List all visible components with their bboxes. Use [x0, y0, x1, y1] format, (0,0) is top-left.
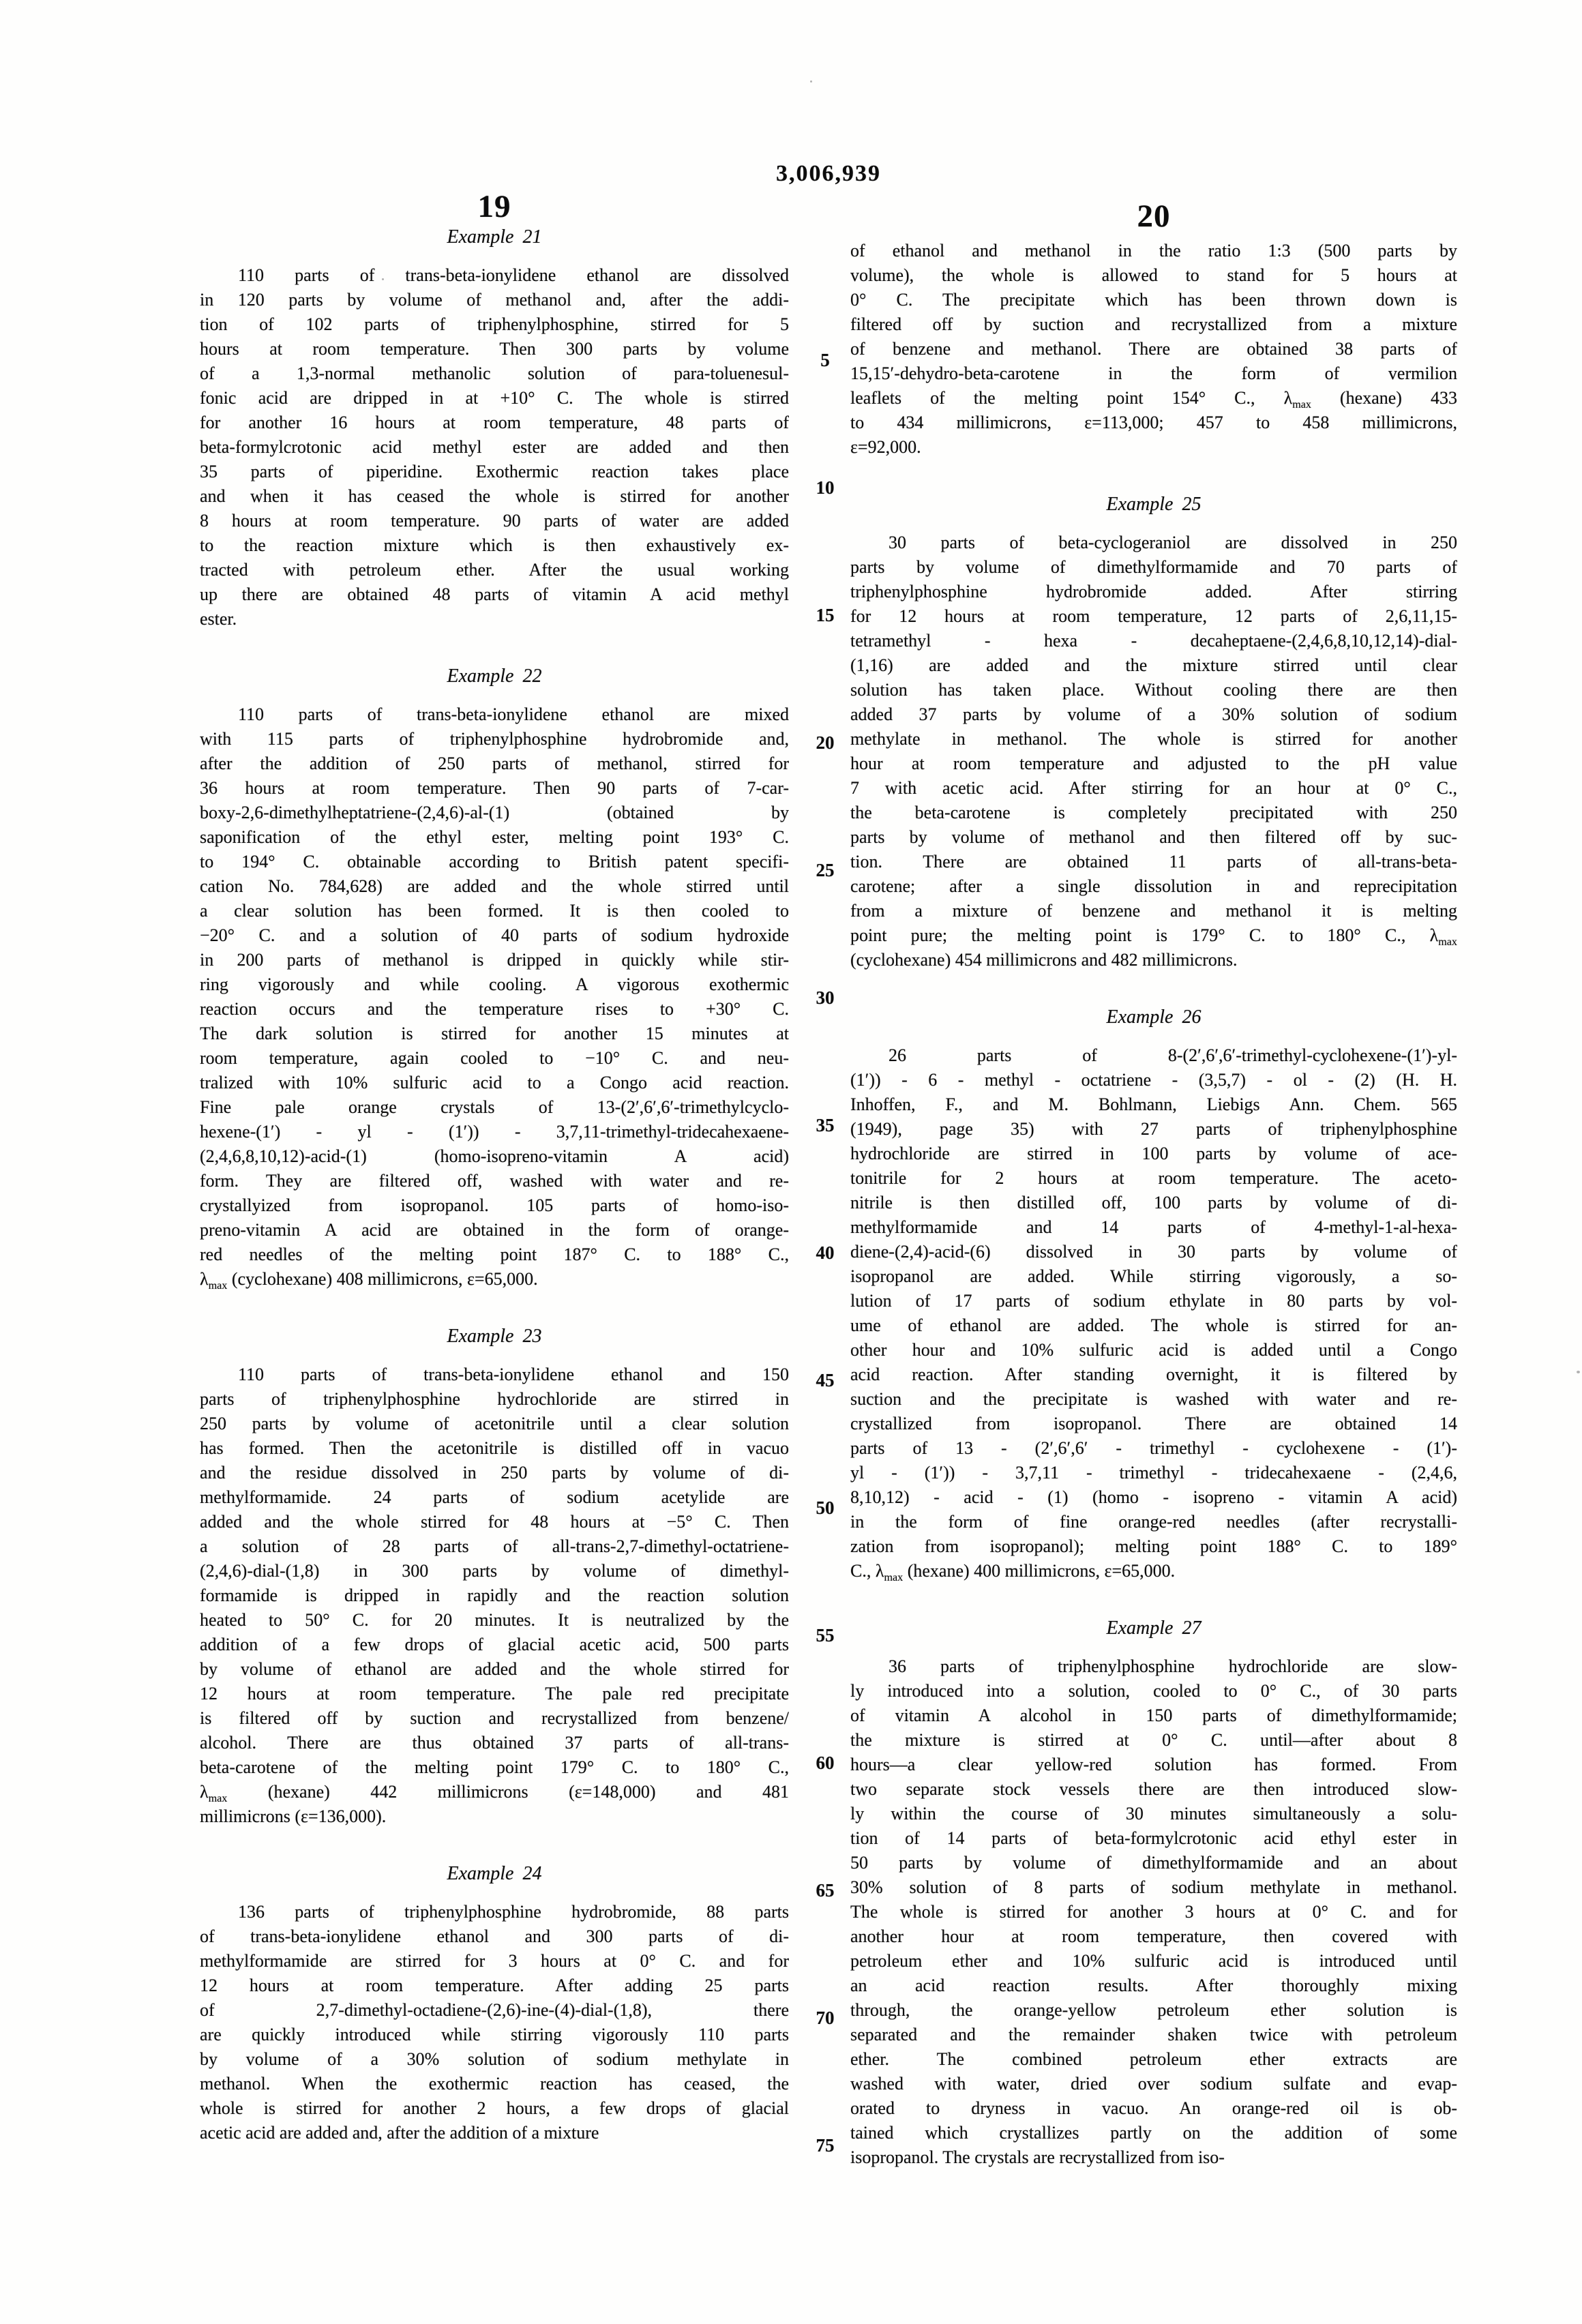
section-example-27: [850, 1616, 1457, 2170]
text-line: The whole is stirred for another 3 hours at 0° C. and for: [850, 1902, 1457, 1922]
example-27-heading: Example 27: [1106, 1618, 1202, 1639]
text-line: 12 hours at room temperature. The pale red precipitate: [200, 1684, 789, 1703]
text-line: tracted with petroleum ether. After the usual working: [200, 560, 789, 580]
text-line: of 2,7-dimethyl-octadiene-(2,6)-ine-(4)-dial-(1,8), there: [200, 2000, 789, 2020]
text-line: by volume of a 30% solution of sodium methylate in: [200, 2049, 789, 2069]
column-right: [850, 239, 1457, 2170]
example-21-heading: Example 21: [447, 226, 542, 248]
section-example-23: [200, 1324, 789, 1829]
text-line: washed with water, dried over sodium sulfate and evap-: [850, 2074, 1457, 2094]
text-line: methylate in methanol. The whole is stirred for another: [850, 729, 1457, 749]
text-line: ly introduced into a solution, cooled to 0° C., of 30 parts: [850, 1681, 1457, 1701]
text-line: in 120 parts by volume of methanol and, after the addi-: [200, 290, 789, 310]
patent-number: 3,006,939: [776, 161, 881, 186]
text-line: filtered off by suction and recrystallized from a mixture: [850, 314, 1457, 334]
gutter-line-number-45: 45: [816, 1370, 835, 1390]
text-line: parts by volume of methanol and then filtered off by suc-: [850, 827, 1457, 847]
section-example-21: [200, 225, 789, 631]
text-line: preno-vitamin A acid are obtained in the form of orange-: [200, 1220, 789, 1240]
text-line: leaflets of the melting point 154° C., $\lambda_{max}$ (hexane) 433: [850, 388, 1457, 411]
example-22-body: [200, 702, 789, 1292]
text-line: of benzene and methanol. There are obtained 38 parts of: [850, 339, 1457, 359]
text-line: 110 parts of trans-beta-ionylidene ethanol are mixed: [238, 704, 789, 724]
text-line: 8,10,12) - acid - (1) (homo - isopreno - vitamin A acid): [850, 1487, 1457, 1507]
text-line: ester.: [200, 609, 237, 629]
example-27-body: [850, 1654, 1457, 2170]
text-line: parts by volume of dimethylformamide and 70 parts of: [850, 557, 1457, 577]
text-line: a clear solution has been formed. It is then cooled to: [200, 901, 789, 921]
text-line: point pure; the melting point is 179° C. to 180° C., $\lambda_{max}$: [850, 925, 1457, 948]
text-line: ring vigorously and while cooling. A vigorous exothermic: [200, 974, 789, 994]
text-line: to 434 millimicrons, ε=113,000; 457 to 458 millimicrons,: [850, 413, 1457, 432]
text-line: 50 parts by volume of dimethylformamide and an about: [850, 1853, 1457, 1873]
text-line: 26 parts of 8-(2′,6′,6′-trimethyl-cyclohexene-(1′)-yl-: [889, 1045, 1457, 1065]
section-example-24: [200, 1862, 789, 2145]
example-24-heading: Example 24: [447, 1863, 542, 1884]
text-line: yl - (1′)) - 3,7,11 - trimethyl - tridecahexaene - (2,4,6,: [850, 1463, 1457, 1483]
text-line: (1,16) are added and the mixture stirred until clear: [850, 655, 1457, 675]
text-line: zation from isopropanol); melting point 188° C. to 189°: [850, 1536, 1457, 1556]
text-line: from a mixture of benzene and methanol it is melting: [850, 901, 1457, 921]
text-line: (1949), page 35) with 27 parts of triphenylphosphine: [850, 1119, 1457, 1139]
text-line: (1′)) - 6 - methyl - octatriene - (3,5,7) - ol - (2) (H. H.: [850, 1070, 1457, 1090]
column-number-20: 20: [1137, 198, 1171, 234]
text-line: alcohol. There are thus obtained 37 parts of all-trans-: [200, 1733, 789, 1753]
gutter-line-number-35: 35: [816, 1115, 835, 1135]
text-line: nitrile is then distilled off, 100 parts by volume of di-: [850, 1193, 1457, 1212]
text-line: 36 hours at room temperature. Then 90 parts of 7-car-: [200, 778, 789, 798]
text-line: isopropanol are added. While stirring vigorously, a so-: [850, 1266, 1457, 1286]
text-line: The dark solution is stirred for another 15 minutes at: [200, 1024, 789, 1043]
text-line: millimicrons (ε=136,000).: [200, 1806, 387, 1826]
gutter-line-number-75: 75: [816, 2135, 835, 2156]
text-line: tion of 14 parts of beta-formylcrotonic acid ethyl ester in: [850, 1828, 1457, 1848]
text-line: 12 hours at room temperature. After adding 25 parts: [200, 1976, 789, 1995]
text-line: ε=92,000.: [850, 437, 921, 457]
text-line: by volume of ethanol are added and the whole stirred for: [200, 1659, 789, 1679]
text-line: in 200 parts of methanol is dripped in quickly while stir-: [200, 950, 789, 970]
example-21-body: [200, 263, 789, 631]
text-line: and the residue dissolved in 250 parts by volume of di-: [200, 1463, 789, 1483]
text-line: 35 parts of piperidine. Exothermic reaction takes place: [200, 462, 789, 481]
text-line: the mixture is stirred at 0° C. until—after about 8: [850, 1730, 1457, 1750]
text-line: to 194° C. obtainable according to British patent specifi-: [200, 852, 789, 872]
text-line: of vitamin A alcohol in 150 parts of dimethylformamide;: [850, 1705, 1457, 1725]
text-line: parts of triphenylphosphine hydrochloride are stirred in: [200, 1389, 789, 1409]
gutter-line-number-20: 20: [816, 732, 835, 753]
text-line: formamide is dripped in rapidly and the reaction solution: [200, 1585, 789, 1605]
text-line: up there are obtained 48 parts of vitamin A acid methyl: [200, 584, 789, 604]
text-line: hours at room temperature. Then 300 parts by volume: [200, 339, 789, 359]
text-line: 7 with acetic acid. After stirring for an hour at 0° C.,: [850, 778, 1457, 798]
text-line: Fine pale orange crystals of 13-(2′,6′,6′-trimethylcyclo-: [200, 1097, 789, 1117]
text-line: orated to dryness in vacuo. An orange-red oil is ob-: [850, 2098, 1457, 2118]
text-line: methylformamide and 14 parts of 4-methyl-1-al-hexa-: [850, 1217, 1457, 1237]
text-line: of ethanol and methanol in the ratio 1:3 (500 parts by: [850, 241, 1457, 260]
gutter-line-number-5: 5: [820, 350, 830, 370]
text-line: other hour and 10% sulfuric acid is added until a Congo: [850, 1340, 1457, 1360]
continuation-paragraph: [850, 239, 1457, 460]
text-line: methanol. When the exothermic reaction has ceased, the: [200, 2074, 789, 2094]
text-line: addition of a few drops of glacial acetic acid, 500 parts: [200, 1635, 789, 1654]
text-line: acid reaction. After standing overnight, it is filtered by: [850, 1365, 1457, 1384]
text-line: two separate stock vessels there are then introduced slow-: [850, 1779, 1457, 1799]
gutter-line-number-40: 40: [816, 1242, 835, 1263]
text-line: tion. There are obtained 11 parts of all-trans-beta-: [850, 852, 1457, 872]
text-line: with 115 parts of triphenylphosphine hydrobromide and,: [200, 729, 789, 749]
text-line: of trans-beta-ionylidene ethanol and 300 parts of di-: [200, 1926, 789, 1946]
text-line: after the addition of 250 parts of methanol, stirred for: [200, 754, 789, 773]
section-example-26: [850, 1005, 1457, 1583]
text-line: 250 parts by volume of acetonitrile until a clear solution: [200, 1414, 789, 1433]
text-line: ether. The combined petroleum ether extracts are: [850, 2049, 1457, 2069]
text-line: for another 16 hours at room temperature, 48 parts of: [200, 413, 789, 432]
text-line: 136 parts of triphenylphosphine hydrobromide, 88 parts: [238, 1902, 789, 1922]
text-line: is filtered off by suction and recrystallized from benzene/: [200, 1708, 789, 1728]
text-line: heated to 50° C. for 20 minutes. It is neutralized by the: [200, 1610, 789, 1630]
text-line: an acid reaction results. After thoroughly mixing: [850, 1976, 1457, 1995]
text-line: C., $\lambda_{max}$ (hexane) 400 millimicrons, ε=65,000.: [850, 1561, 1176, 1583]
text-line: beta-formylcrotonic acid methyl ester are added and then: [200, 437, 789, 457]
text-line: 30 parts of beta-cyclogeraniol are dissolved in 250: [889, 533, 1457, 552]
gutter-line-number-65: 65: [816, 1880, 835, 1901]
text-line: 30% solution of 8 parts of sodium methylate in methanol.: [850, 1877, 1457, 1897]
text-line: tonitrile for 2 hours at room temperature. The aceto-: [850, 1168, 1457, 1188]
section-example-22: [200, 664, 789, 1292]
text-line: 110 parts of trans-beta-ionylidene ethanol and 150: [238, 1365, 789, 1384]
text-line: beta-carotene of the melting point 179° C. to 180° C.,: [200, 1757, 789, 1777]
text-line: whole is stirred for another 2 hours, a few drops of glacial: [200, 2098, 789, 2118]
text-line: added and the whole stirred for 48 hours at −5° C. Then: [200, 1512, 789, 1532]
example-24-body: [200, 1900, 789, 2145]
text-line: tetramethyl - hexa - decaheptaene-(2,4,6,8,10,12,14)-dial-: [850, 631, 1457, 651]
text-line: boxy-2,6-dimethylheptatriene-(2,4,6)-al-(1) (obtained by: [200, 803, 789, 822]
text-line: and when it has ceased the whole is stirred for another: [200, 486, 789, 506]
example-25-body: [850, 531, 1457, 972]
text-line: to the reaction mixture which is then exhaustively ex-: [200, 535, 789, 555]
text-line: 15,15′-dehydro-beta-carotene in the form of vermilion: [850, 363, 1457, 383]
gutter-line-number-30: 30: [816, 987, 835, 1008]
text-line: the beta-carotene is completely precipitated with 250: [850, 803, 1457, 822]
example-26-heading: Example 26: [1106, 1007, 1202, 1028]
text-line: hexene-(1′) - yl - (1′)) - 3,7,11-trimethyl-tridecahexaene-: [200, 1122, 789, 1142]
text-line: parts of 13 - (2′,6′,6′ - trimethyl - cyclohexene - (1′)-: [850, 1438, 1457, 1458]
text-line: through, the orange-yellow petroleum ether solution is: [850, 2000, 1457, 2020]
text-line: 110 parts of trans-beta-ionylidene ethanol are dissolved: [238, 265, 789, 285]
text-line: acetic acid are added and, after the addition of a mixture: [200, 2123, 599, 2143]
text-line: red needles of the melting point 187° C. to 188° C.,: [200, 1245, 789, 1264]
text-line: $\lambda_{max}$ (cyclohexane) 408 millimicrons, ε=65,000.: [200, 1269, 538, 1292]
text-line: added 37 parts by volume of a 30% solution of sodium: [850, 704, 1457, 724]
text-line: 36 parts of triphenylphosphine hydrochloride are slow-: [889, 1656, 1457, 1676]
gutter-line-number-10: 10: [816, 477, 835, 498]
gutter-line-number-15: 15: [816, 605, 835, 625]
text-line: hours—a clear yellow-red solution has formed. From: [850, 1755, 1457, 1774]
text-line: (2,4,6,8,10,12)-acid-(1) (homo-isopreno-vitamin A acid): [200, 1146, 789, 1166]
text-line: has formed. Then the acetonitrile is distilled off in vacuo: [200, 1438, 789, 1458]
text-line: petroleum ether and 10% sulfuric acid is introduced until: [850, 1951, 1457, 1971]
text-line: cation No. 784,628) are added and the whole stirred until: [200, 876, 789, 896]
gutter-line-number-60: 60: [816, 1753, 835, 1773]
text-line: tralized with 10% sulfuric acid to a Congo acid reaction.: [200, 1073, 789, 1092]
text-line: fonic acid are dripped in at +10° C. The whole is stirred: [200, 388, 789, 408]
scan-speck: [810, 80, 812, 83]
text-line: −20° C. and a solution of 40 parts of sodium hydroxide: [200, 925, 789, 945]
text-line: isopropanol. The crystals are recrystallized from iso-: [850, 2147, 1225, 2167]
text-line: ume of ethanol are added. The whole is stirred for an-: [850, 1315, 1457, 1335]
text-line: suction and the precipitate is washed with water and re-: [850, 1389, 1457, 1409]
example-22-heading: Example 22: [447, 666, 542, 687]
example-25-heading: Example 25: [1106, 494, 1202, 515]
example-23-heading: Example 23: [447, 1326, 542, 1347]
gutter-line-number-50: 50: [816, 1498, 835, 1518]
text-line: $\lambda_{max}$ (hexane) 442 millimicrons (ε=148,000) and 481: [200, 1782, 789, 1804]
text-line: are quickly introduced while stirring vigorously 110 parts: [200, 2025, 789, 2044]
text-line: for 12 hours at room temperature, 12 parts of 2,6,11,15-: [850, 606, 1457, 626]
text-line: Inhoffen, F., and M. Bohlmann, Liebigs Ann. Chem. 565: [850, 1094, 1457, 1114]
text-line: a solution of 28 parts of all-trans-2,7-dimethyl-octatriene-: [200, 1536, 789, 1556]
column-left: [200, 225, 789, 2145]
text-line: solution has taken place. Without cooling there are then: [850, 680, 1457, 700]
text-line: hour at room temperature and adjusted to the pH value: [850, 754, 1457, 773]
text-line: methylformamide. 24 parts of sodium acetylide are: [200, 1487, 789, 1507]
text-line: form. They are filtered off, washed with water and re-: [200, 1171, 789, 1191]
gutter-line-number-70: 70: [816, 2008, 835, 2028]
text-line: 0° C. The precipitate which has been thrown down is: [850, 290, 1457, 310]
column-number-19: 19: [477, 189, 511, 224]
text-line: carotene; after a single dissolution in and reprecipitation: [850, 876, 1457, 896]
text-line: tained which crystallizes partly on the addition of some: [850, 2123, 1457, 2143]
text-line: hydrochloride are stirred in 100 parts by volume of ace-: [850, 1144, 1457, 1163]
text-line: tion of 102 parts of triphenylphosphine, stirred for 5: [200, 314, 789, 334]
text-line: room temperature, again cooled to −10° C. and neu-: [200, 1048, 789, 1068]
text-line: lution of 17 parts of sodium ethylate in 80 parts by vol-: [850, 1291, 1457, 1311]
example-26-body: [850, 1043, 1457, 1583]
text-line: saponification of the ethyl ester, melting point 193° C.: [200, 827, 789, 847]
text-line: of a 1,3-normal methanolic solution of para-toluenesul-: [200, 363, 789, 383]
text-line: crystallized from isopropanol. There are obtained 14: [850, 1414, 1457, 1433]
scan-speck: [1577, 1371, 1580, 1373]
text-line: separated and the remainder shaken twice with petroleum: [850, 2025, 1457, 2044]
example-23-body: [200, 1362, 789, 1829]
text-line: triphenylphosphine hydrobromide added. After stirring: [850, 582, 1457, 601]
text-line: ly within the course of 30 minutes simultaneously a solu-: [850, 1804, 1457, 1823]
section-example-25: [850, 492, 1457, 972]
text-line: (cyclohexane) 454 millimicrons and 482 millimicrons.: [850, 950, 1238, 970]
text-line: in the form of fine orange-red needles (after recrystalli-: [850, 1512, 1457, 1532]
text-line: 8 hours at room temperature. 90 parts of water are added: [200, 511, 789, 531]
text-line: crystallyized from isopropanol. 105 parts of homo-iso-: [200, 1195, 789, 1215]
text-line: volume), the whole is allowed to stand for 5 hours at: [850, 265, 1457, 285]
text-line: reaction occurs and the temperature rises to +30° C.: [200, 999, 789, 1019]
text-line: (2,4,6)-dial-(1,8) in 300 parts by volume of dimethyl-: [200, 1561, 789, 1581]
gutter-line-number-25: 25: [816, 860, 835, 880]
gutter-line-number-55: 55: [816, 1625, 835, 1645]
text-line: methylformamide are stirred for 3 hours at 0° C. and for: [200, 1951, 789, 1971]
scan-speck: [382, 278, 384, 280]
text-line: diene-(2,4)-acid-(6) dissolved in 30 parts by volume of: [850, 1242, 1457, 1262]
text-line: another hour at room temperature, then covered with: [850, 1926, 1457, 1946]
